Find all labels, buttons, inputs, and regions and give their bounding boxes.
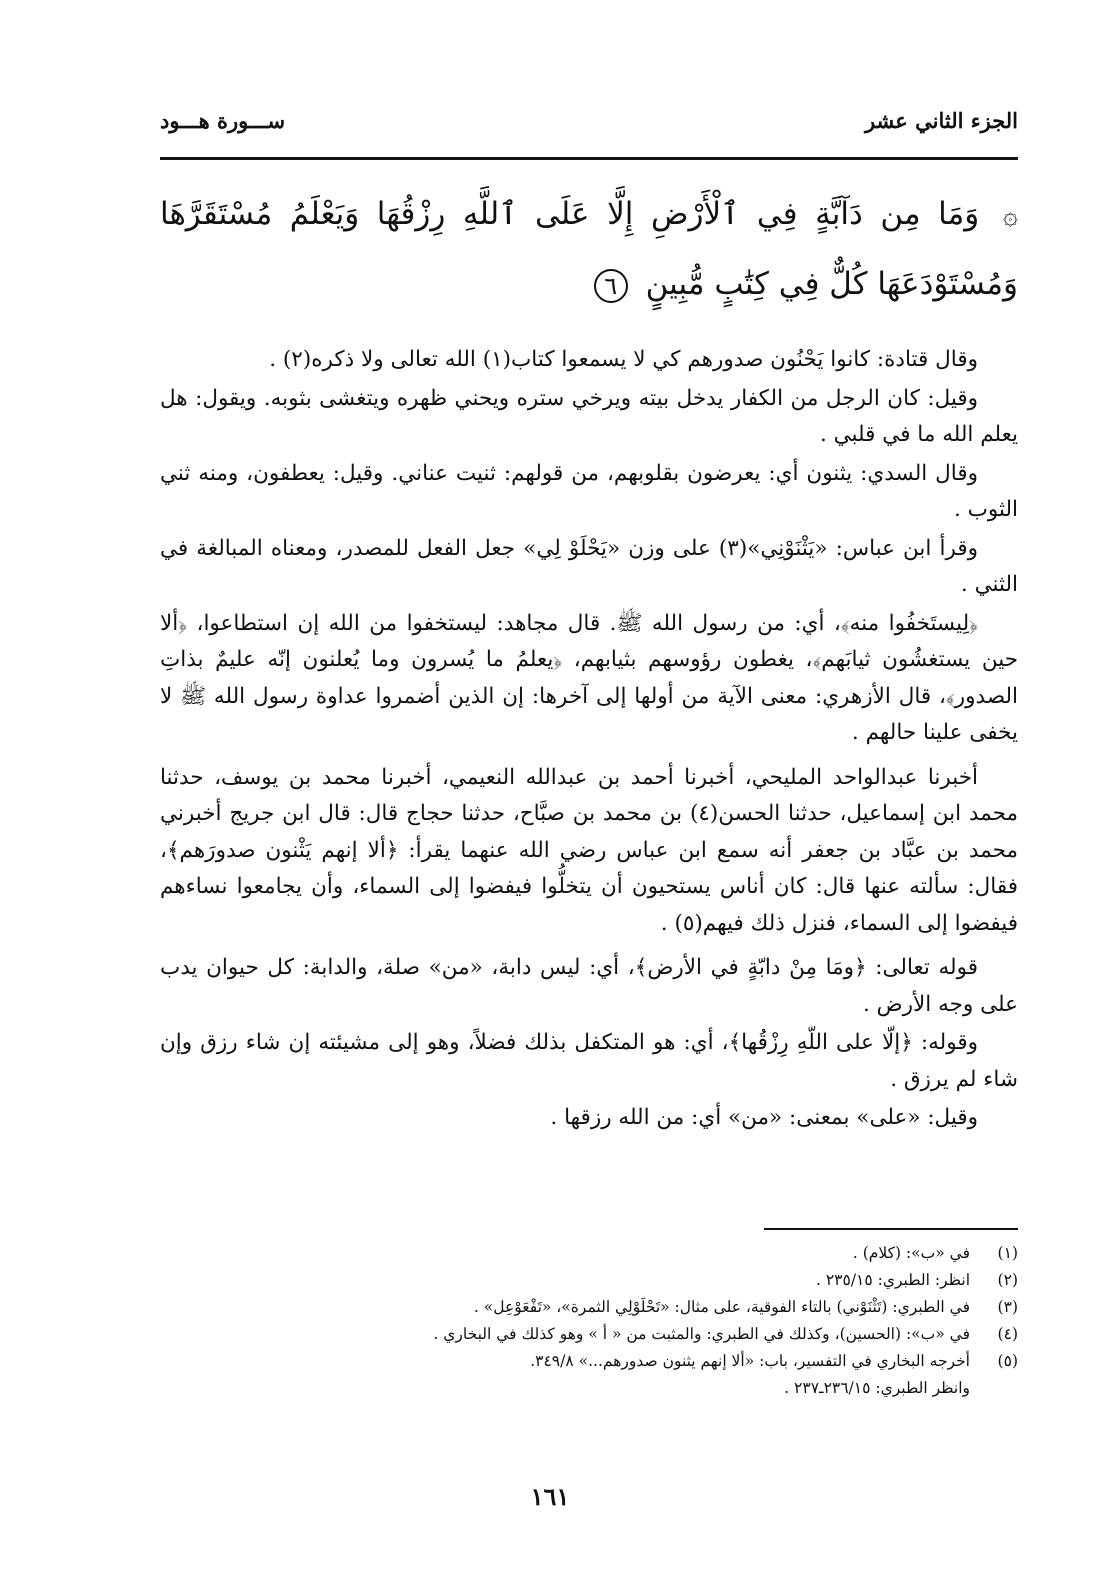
paragraph: وقال قتادة: كانوا يَحْنُون صدورهم كي لا يسمعوا كتاب(١) الله تعالى ولا ذكره(٢) .: [269, 347, 978, 372]
footnote-number: (٤): [997, 1325, 1018, 1343]
paragraph: وقيل: «على» بمعنى: «من» أي: من الله رزقها .: [550, 1105, 978, 1130]
footnote-text: في «ب»: (كلام) .: [852, 1244, 970, 1262]
footnote: [160, 1348, 1018, 1375]
paragraph: ﴿لِيستَخفُوا منه﴾، أي: من رسول الله ﷺ. قال مجاهد: ليستخفوا من الله إن استطاعوا، ﴿ألا حين يستغشُون ثيابَهم﴾، يغطون رؤوسهم بثيابهم، ﴿يعلمُ ما يُسرون وما يُعلنون إنّه عليمٌ بذاتِ الصدور﴾، قال الأزهري: معنى الآية من أولها إلى آخرها: إن الذين أضمروا عداوة رسول الله ﷺ لا يخفى علينا حالهم .: [160, 610, 1018, 745]
footnote: [160, 1294, 1018, 1321]
footnote-text: في الطبري: (تَثْنَوْني) بالتاء الفوقية، على مثال: «تَحْلَوْلِي الثمرة»، «تَفْعَوْعِل» .: [473, 1298, 970, 1316]
part-title: الجزء الثاني عشر: [864, 108, 1018, 133]
footnote: [160, 1267, 1018, 1294]
ayah-number: ٦: [594, 269, 628, 303]
footnote-number: (١): [997, 1244, 1018, 1262]
footnote-text: انظر: الطبري: ٢٣٥/١٥ .: [815, 1271, 970, 1289]
footnotes: [160, 1240, 1018, 1402]
footnote: [160, 1321, 1018, 1348]
footnote-number: (٣): [997, 1298, 1018, 1316]
surah-title: ســـورة هـــود: [160, 108, 286, 133]
footnote-rule: [764, 1228, 1018, 1230]
hizb-star-icon: ۞: [1002, 201, 1018, 231]
footnote-number: (٢): [997, 1271, 1018, 1289]
footnote: [160, 1240, 1018, 1267]
running-header: [160, 108, 1018, 142]
page-number: ١٦١: [530, 1482, 570, 1511]
paragraph: وقوله: ﴿إلّا على اللّهِ رِزْقُها﴾، أي: هو المتكفل بذلك فضلاً، وهو إلى مشيئته إن شاء رزق وإن شاء لم يرزق .: [160, 1030, 1018, 1092]
footnote-number: (٥): [997, 1352, 1018, 1370]
footnote-text: وانظر الطبري: ٢٣٦/١٥ـ٢٣٧ .: [784, 1379, 970, 1397]
paragraph: وقال السدي: يثنون أي: يعرضون بقلوبهم، من قولهم: ثنيت عناني. وقيل: يعطفون، ومنه ثني الثوب .: [160, 460, 1018, 522]
footnote-text: أخرجه البخاري في التفسير، باب: «ألا إنهم يثنون صدورهم...» ٣٤٩/٨.: [530, 1352, 970, 1370]
verse-text: وَمَا مِن دَآبَّةٍ فِي ٱلْأَرْضِ إِلَّا عَلَى ٱللَّهِ رِزْقُهَا وَيَعْلَمُ مُسْتَقَرَّهَا وَمُسْتَوْدَعَهَا كُلٌّ فِي كِتَٰبٍ مُّبِينٍ: [160, 196, 1018, 302]
paragraph: أخبرنا عبدالواحد المليحي، أخبرنا أحمد بن عبدالله النعيمي، أخبرنا محمد بن يوسف، حدثنا محمد ابن إسماعيل، حدثنا الحسن(٤) بن محمد بن صبَّاح، حدثنا حجاج قال: قال ابن جريج أخبرني محمد بن عبَّاد بن جعفر أنه سمع ابن عباس رضي الله عنهما يقرأ: ﴿ألا إنهم يَثْنون صدورَهم﴾، فقال: سألته عنها قال: كان أناس يستحيون أن يتخلُّوا فيفضوا إلى السماء، وأن يجامعوا نساءهم فيفضوا إلى السماء، فنزل ذلك فيهم(٥) .: [160, 764, 1018, 936]
footnote: [160, 1375, 1018, 1402]
paragraph: قوله تعالى: ﴿ومَا مِنْ دابّةٍ في الأرض﴾، أي: ليس دابة، «من» صلة، والدابة: كل حيوان يدب على وجه الأرض .: [160, 955, 1018, 1017]
paragraph: وقيل: كان الرجل من الكفار يدخل بيته ويرخي ستره ويحني ظهره ويتغشى بثوبه. ويقول: هل يعلم الله ما في قلبي .: [160, 385, 1018, 447]
header-rule: [160, 157, 1018, 160]
paragraph: وقرأ ابن عباس: «يَثْنَوْنِي»(٣) على وزن «يَحْلَوْ لِي» جعل الفعل للمصدر، ومعناه المبالغة في الثني .: [160, 535, 1018, 597]
commentary-body: [160, 342, 1018, 1139]
footnote-text: في «ب»: (الحسين)، وكذلك في الطبري: والمثبت من « أ » وهو كذلك في البخاري .: [433, 1325, 970, 1343]
quran-verse: [160, 180, 1018, 318]
